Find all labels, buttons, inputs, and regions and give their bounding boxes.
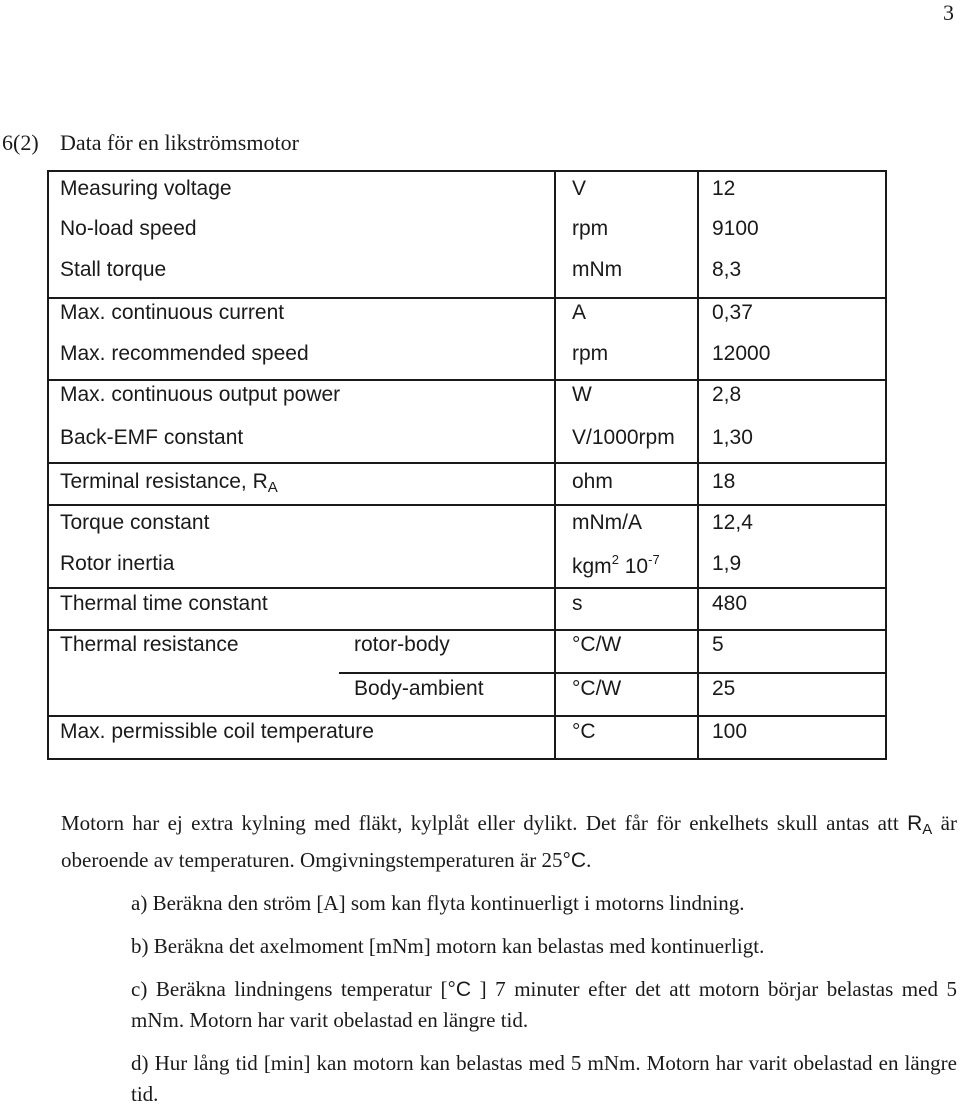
table-divider <box>49 297 885 299</box>
section-title: Data för en likströmsmotor <box>60 130 299 155</box>
table-divider <box>49 379 885 381</box>
question-a: a) Beräkna den ström [A] som kan flyta kontinuerligt i motorns lindning. <box>131 891 745 915</box>
section-heading <box>2 130 299 156</box>
motor-spec-table: Measuring voltage V 12 No-load speed rpm 9100 Stall torque mNm 8,3 Max. continuous current A 0,37 Max. recommended speed rpm 12000 Max. continuous output power W 2,8 Back-EMF constant V/1000rpm 1,30 Terminal resistance, $R_A$ ohm 18 Torque constant mNm/A 12,4 Rotor inertia kgm$^2$ $10^{-7}$ 1,9 Thermal time constant s 480 Thermal resistance rotor-body °C/W 5 Body-ambient °C/W 25 Max. permissible coil temperature °C 100 <box>47 170 887 760</box>
page-number: 3 <box>943 0 954 25</box>
table-divider <box>49 587 885 589</box>
question-b: b) Beräkna det axelmoment [mNm] motorn kan belastas med kontinuerligt. <box>131 934 765 958</box>
table-divider <box>339 672 885 674</box>
table-divider <box>49 715 885 717</box>
table-divider <box>697 172 699 758</box>
table-divider <box>49 462 885 464</box>
question-c: c) Beräkna lindningens temperatur [°C ] 7 minuter efter det att motorn börjar belastas med 5 mNm. Motorn har varit obelastad en längre tid. <box>131 977 958 1032</box>
table-divider <box>49 504 885 506</box>
table-divider <box>554 172 556 758</box>
intro-paragraph: Motorn har ej extra kylning med fläkt, kylplåt eller dylikt. Det får för enkelhets skull antas att $R_A$ är oberoende av temperaturen. Omgivningstemperaturen är 25°C. <box>61 811 957 872</box>
question-d: d) Hur lång tid [min] kan motorn kan belastas med 5 mNm. Motorn har varit obelastad en längre tid. <box>131 1051 957 1106</box>
section-number: 6(2) <box>2 130 39 155</box>
table-divider <box>49 629 885 631</box>
problem-text <box>61 808 957 1110</box>
